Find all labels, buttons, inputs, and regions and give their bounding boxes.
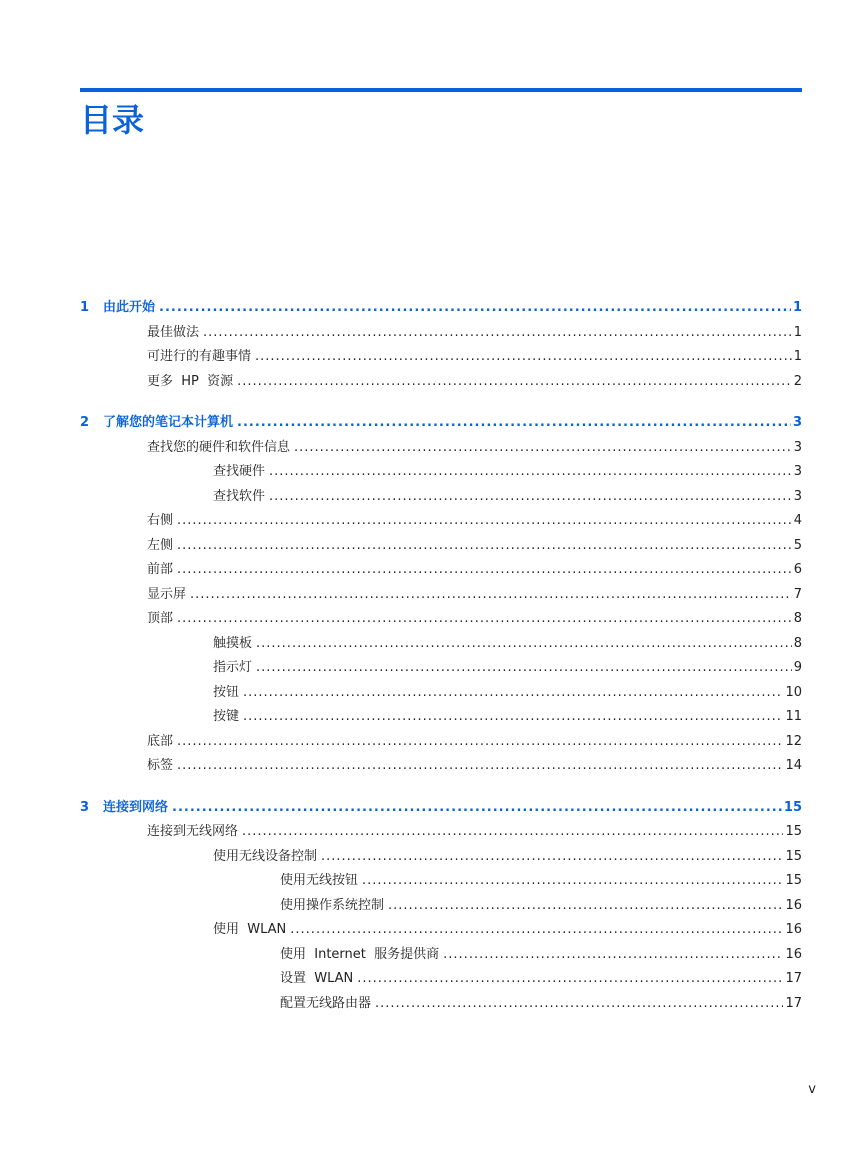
dot-leader — [321, 845, 783, 870]
entry-page-number: 8 — [793, 635, 802, 651]
dot-leader — [177, 730, 783, 755]
toc-entry-link[interactable] — [80, 656, 802, 681]
entry-page-number: 16 — [785, 897, 802, 913]
chapter-number: 1 — [80, 300, 90, 315]
entry-page-number: 1 — [793, 324, 802, 340]
toc-entry-link[interactable] — [80, 992, 802, 1017]
entry-page-number: 15 — [785, 824, 802, 839]
toc-entry-link[interactable] — [80, 681, 802, 706]
dot-leader — [177, 754, 783, 779]
toc-entry-link[interactable] — [80, 534, 802, 559]
entry-title: 使用无线设备控制 — [213, 848, 318, 864]
chapter-number: 3 — [80, 799, 90, 815]
entry-page-number: 1 — [793, 349, 802, 364]
dot-leader — [375, 992, 783, 1017]
entry-page-number: 6 — [793, 562, 802, 577]
dot-leader — [269, 460, 792, 485]
entry-title: 设置 WLAN — [280, 971, 354, 986]
toc-entry-link[interactable] — [80, 485, 802, 510]
page-title: 目录 — [80, 101, 145, 139]
entry-title: 使用 WLAN — [213, 922, 287, 937]
entry-page-number: 15 — [785, 848, 802, 864]
entry-title: 顶部 — [147, 611, 174, 626]
dot-leader — [243, 705, 783, 730]
chapter-title: 连接到网络 — [103, 799, 169, 815]
dot-leader — [242, 820, 783, 845]
toc-entry-link[interactable] — [80, 583, 802, 608]
entry-page-number: 14 — [785, 758, 802, 773]
dot-leader — [172, 796, 782, 821]
dot-leader — [269, 485, 792, 510]
entry-page-number: 3 — [793, 488, 802, 504]
toc-entry-link[interactable] — [80, 436, 802, 461]
toc-chapter-block — [80, 796, 802, 1017]
dot-leader — [190, 583, 792, 608]
dot-leader — [243, 681, 783, 706]
chapter-page-number: 15 — [783, 799, 802, 815]
entry-page-number: 9 — [793, 660, 802, 675]
entry-title: 触摸板 — [213, 635, 253, 651]
dot-leader — [294, 436, 792, 461]
entry-title: 底部 — [147, 733, 174, 749]
entry-title: 标签 — [147, 758, 174, 773]
entry-title: 显示屏 — [147, 586, 187, 602]
entry-page-number: 17 — [785, 971, 802, 986]
entry-page-number: 8 — [793, 611, 802, 626]
chapter-page-number: 1 — [792, 300, 802, 315]
entry-title: 右侧 — [147, 513, 174, 528]
entry-page-number: 10 — [785, 684, 802, 700]
entry-page-number: 7 — [793, 586, 802, 602]
toc-entry-link[interactable] — [80, 754, 802, 779]
entry-page-number: 17 — [785, 995, 802, 1011]
entry-title: 可进行的有趣事情 — [147, 349, 252, 364]
dot-leader — [443, 943, 783, 968]
dot-leader — [177, 509, 792, 534]
chapter-number: 2 — [80, 415, 90, 430]
dot-leader — [159, 296, 791, 321]
entry-title: 配置无线路由器 — [280, 995, 372, 1011]
dot-leader — [237, 411, 791, 436]
entry-page-number: 12 — [785, 733, 802, 749]
toc-entry-link[interactable] — [80, 730, 802, 755]
toc-entry-link[interactable] — [80, 943, 802, 968]
entry-title: 使用 Internet 服务提供商 — [280, 946, 440, 962]
entry-page-number: 3 — [793, 464, 802, 479]
dot-leader — [388, 894, 783, 919]
toc-entry-link[interactable] — [80, 460, 802, 485]
dot-leader — [357, 967, 783, 992]
toc-chapter-link[interactable] — [80, 411, 802, 436]
dot-leader — [203, 321, 792, 346]
toc-entry-link[interactable] — [80, 558, 802, 583]
entry-page-number: 4 — [793, 513, 802, 528]
entry-page-number: 15 — [785, 873, 802, 888]
toc-entry-link[interactable] — [80, 918, 802, 943]
entry-title: 连接到无线网络 — [147, 824, 239, 839]
top-rule — [80, 88, 802, 92]
toc-entry-link[interactable] — [80, 345, 802, 370]
dot-leader — [256, 656, 792, 681]
entry-title: 更多 HP 资源 — [147, 373, 234, 389]
entry-title: 指示灯 — [213, 660, 253, 675]
toc-chapter-block — [80, 296, 802, 394]
entry-title: 查找软件 — [213, 488, 266, 504]
entry-title: 按钮 — [213, 684, 240, 700]
toc-entry-link[interactable] — [80, 509, 802, 534]
table-of-contents — [80, 296, 802, 1033]
toc-chapter-link[interactable] — [80, 296, 802, 321]
entry-page-number: 11 — [785, 709, 802, 724]
entry-title: 查找您的硬件和软件信息 — [147, 439, 291, 455]
entry-title: 使用操作系统控制 — [280, 897, 385, 913]
toc-entry-link[interactable] — [80, 869, 802, 894]
toc-entry-link[interactable] — [80, 321, 802, 346]
chapter-title: 由此开始 — [103, 300, 156, 315]
entry-title: 按键 — [213, 709, 240, 724]
toc-entry-link[interactable] — [80, 845, 802, 870]
toc-entry-link[interactable] — [80, 370, 802, 395]
page-number: v — [808, 1082, 816, 1097]
dot-leader — [237, 370, 792, 395]
chapter-title: 了解您的笔记本计算机 — [103, 415, 234, 430]
toc-chapter-link[interactable] — [80, 796, 802, 821]
entry-title: 最佳做法 — [147, 324, 200, 340]
entry-page-number: 5 — [793, 537, 802, 553]
dot-leader — [177, 607, 792, 632]
dot-leader — [177, 558, 792, 583]
toc-entry-link[interactable] — [80, 820, 802, 845]
toc-entry-link[interactable] — [80, 607, 802, 632]
entry-title: 使用无线按钮 — [280, 873, 359, 888]
entry-title: 查找硬件 — [213, 464, 266, 479]
toc-entry-link[interactable] — [80, 705, 802, 730]
toc-entry-link[interactable] — [80, 632, 802, 657]
dot-leader — [362, 869, 783, 894]
dot-leader — [256, 632, 792, 657]
entry-page-number: 3 — [793, 439, 802, 455]
entry-page-number: 16 — [785, 922, 802, 937]
chapter-page-number: 3 — [792, 415, 802, 430]
toc-entry-link[interactable] — [80, 967, 802, 992]
toc-entry-link[interactable] — [80, 894, 802, 919]
dot-leader — [255, 345, 792, 370]
toc-chapter-block — [80, 411, 802, 779]
entry-page-number: 16 — [785, 946, 802, 962]
entry-title: 左侧 — [147, 537, 174, 553]
entry-page-number: 2 — [793, 373, 802, 389]
dot-leader — [290, 918, 783, 943]
dot-leader — [177, 534, 792, 559]
entry-title: 前部 — [147, 562, 174, 577]
